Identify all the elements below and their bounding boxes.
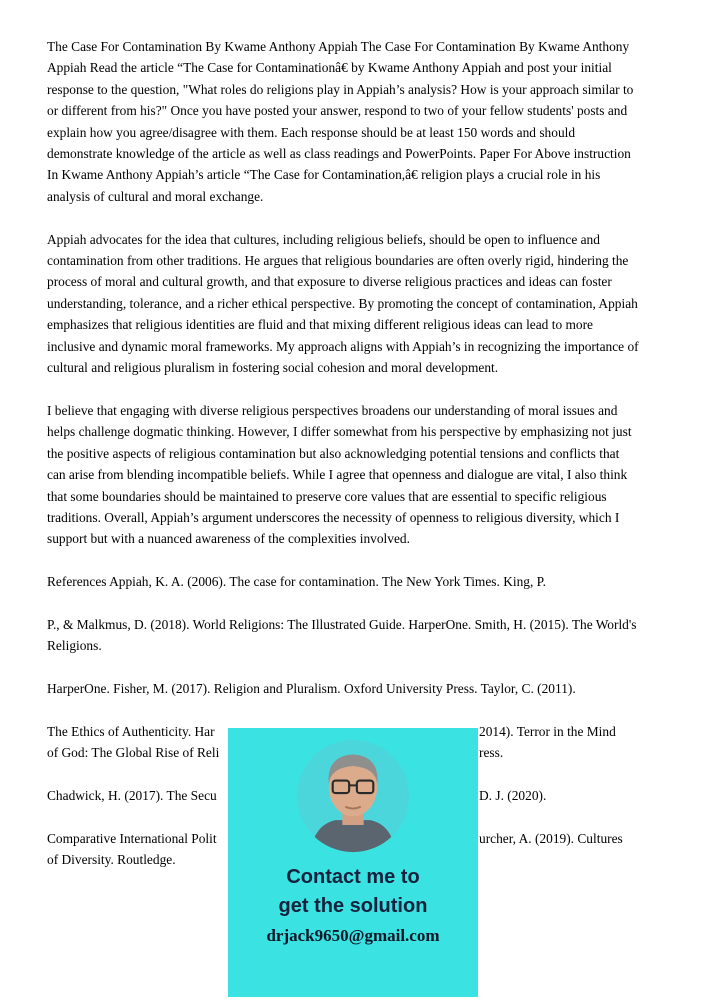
line-fragment-left: of Diversity. Routledge. bbox=[47, 852, 176, 868]
line-fragment-right: urcher, A. (2019). Cultures bbox=[479, 830, 623, 846]
line-fragment-left: Chadwick, H. (2017). The Secu bbox=[47, 788, 217, 804]
line-fragment-right: 2014). Terror in the Mind bbox=[479, 723, 616, 739]
line-fragment-left: The Ethics of Authenticity. Har bbox=[47, 723, 215, 739]
paragraph-references-3: HarperOne. Fisher, M. (2017). Religion and Pluralism. Oxford University Press. Taylor, C. (2011). bbox=[47, 681, 576, 697]
paragraph-body-2: I believe that engaging with diverse religious perspectives broadens our understanding of moral issues and helps challenge dogmatic thinking. However, I differ somewhat from his perspective by emphasizing not just the positive aspects of religious contamination but also acknowledging potential tensions and conflicts that can arise from blending incompatible beliefs. While I agree that openness and dialogue are vital, I also think that some boundaries should be maintained to preserve core values that are essential to specific religious traditions. Overall, Appiah’s argument underscores the necessity of openness to religious diversity, which I support but with a nuanced awareness of the complexities involved. bbox=[47, 402, 632, 547]
contact-overlay bbox=[228, 728, 478, 997]
contact-heading-line1: Contact me to bbox=[286, 866, 420, 888]
line-fragment-left: of God: The Global Rise of Reli bbox=[47, 745, 220, 761]
contact-email: drjack9650@gmail.com bbox=[266, 926, 440, 945]
paragraph-assignment-prompt: The Case For Contamination By Kwame Anthony Appiah The Case For Contamination By Kwame Anthony Appiah Read the article “The Case for Contaminationâ€ by Kwame Anthony Appiah and post your initial response to the question, "What roles do religions play in Appiah’s analysis? How is your approach similar to or different from his?" Once you have posted your answer, respond to two of your fellow students' posts and explain how you agree/disagree with them. Each response should be at least 150 words and should demonstrate knowledge of the article as well as class readings and PowerPoints. Paper For Above instruction In Kwame Anthony Appiah’s article “The Case for Contamination,â€ religion plays a crucial role in his analysis of cultural and moral exchange. bbox=[47, 39, 634, 204]
paragraph-references-2: P., & Malkmus, D. (2018). World Religions: The Illustrated Guide. HarperOne. Smith, H. (2015). The World's Religions. bbox=[47, 616, 637, 654]
line-fragment-left: Comparative International Polit bbox=[47, 830, 217, 846]
portrait-photo bbox=[295, 738, 411, 854]
paragraph-body-1: Appiah advocates for the idea that cultures, including religious beliefs, should be open to influence and contamination from other traditions. He argues that religious boundaries are often overly rigid, hindering the process of moral and cultural growth, and that exposure to diverse religious practices and ideas can foster understanding, tolerance, and a richer ethical perspective. By promoting the concept of contamination, Appiah emphasizes that religious identities are fluid and that mixing different religious ideas can lead to more inclusive and dynamic moral frameworks. My approach aligns with Appiah’s in recognizing the importance of cultural and religious pluralism in fostering social cohesion and moral development. bbox=[47, 231, 639, 376]
paragraph-references-1: References Appiah, K. A. (2006). The case for contamination. The New York Times. King, P. bbox=[47, 574, 546, 590]
line-fragment-right: D. J. (2020). bbox=[479, 788, 547, 804]
line-fragment-right: ress. bbox=[479, 745, 504, 761]
contact-heading bbox=[228, 863, 478, 921]
contact-heading-line2: get the solution bbox=[278, 895, 428, 917]
